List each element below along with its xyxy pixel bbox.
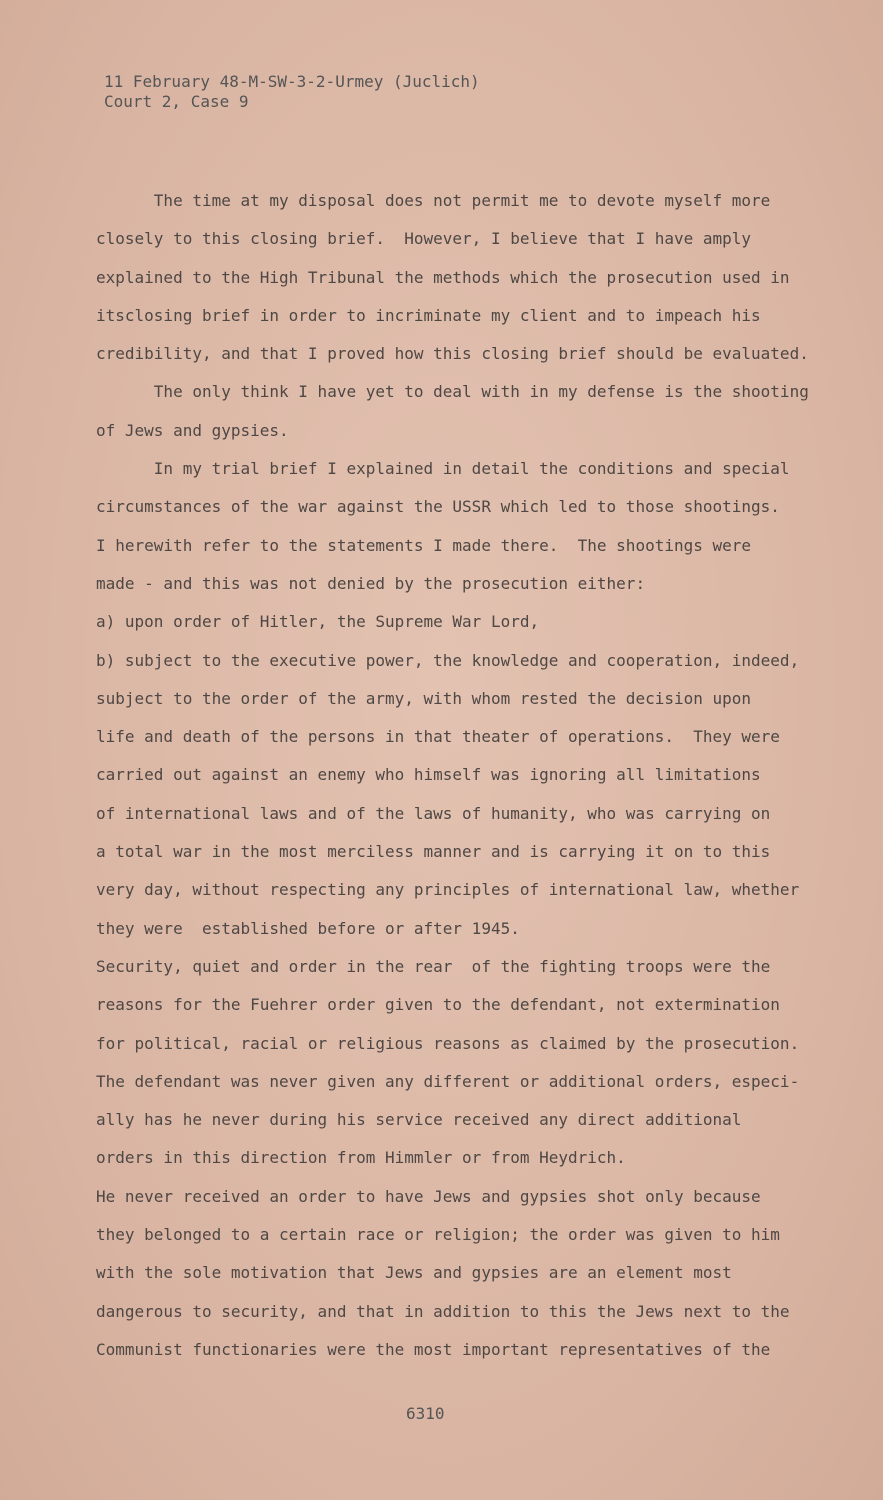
text-line: a total war in the most merciless manner and is carrying it on to this: [96, 842, 771, 862]
text-line: He never received an order to have Jews and gypsies shot only because: [96, 1186, 761, 1206]
text-line: circumstances of the war against the USSR which led to those shootings.: [96, 497, 780, 517]
text-line: a) upon order of Hitler, the Supreme War Lord,: [96, 612, 540, 632]
text-line: of Jews and gypsies.: [96, 420, 289, 440]
text-line: life and death of the persons in that theater of operations. They were: [96, 727, 780, 747]
text-line: Communist functionaries were the most important representatives of the: [96, 1339, 771, 1359]
text-line: they were established before or after 1945.: [96, 918, 520, 938]
text-line: they belonged to a certain race or religion; the order was given to him: [96, 1225, 780, 1245]
text-line: The only think I have yet to deal with in my defense is the shooting: [96, 382, 809, 402]
document-header: [104, 72, 480, 112]
text-line: dangerous to security, and that in addition to this the Jews next to the: [96, 1301, 790, 1321]
text-line: The defendant was never given any different or additional orders, especi-: [96, 1071, 800, 1091]
text-line: subject to the order of the army, with whom rested the decision upon: [96, 688, 752, 708]
text-line: carried out against an enemy who himself was ignoring all limitations: [96, 765, 761, 785]
text-line: made - and this was not denied by the prosecution either:: [96, 573, 646, 593]
page-number: 6310: [406, 1404, 445, 1423]
header-court-line: Court 2, Case 9: [104, 92, 249, 111]
text-line: closely to this closing brief. However, I believe that I have amply: [96, 229, 752, 249]
text-line: for political, racial or religious reasons as claimed by the prosecution.: [96, 1033, 800, 1053]
text-line: explained to the High Tribunal the methods which the prosecution used in: [96, 267, 790, 287]
text-line: Security, quiet and order in the rear of the fighting troops were the: [96, 956, 771, 976]
text-line: In my trial brief I explained in detail the conditions and special: [96, 459, 790, 479]
text-line: I herewith refer to the statements I made there. The shootings were: [96, 535, 752, 555]
text-line: with the sole motivation that Jews and gypsies are an element most: [96, 1263, 732, 1283]
document-body: [96, 182, 836, 1369]
text-line: orders in this direction from Himmler or from Heydrich.: [96, 1148, 626, 1168]
text-line: credibility, and that I proved how this closing brief should be evaluated.: [96, 344, 809, 364]
text-line: very day, without respecting any principles of international law, whether: [96, 880, 800, 900]
text-line: ally has he never during his service received any direct additional: [96, 1110, 742, 1130]
text-line: b) subject to the executive power, the knowledge and cooperation, indeed,: [96, 650, 800, 670]
text-line: The time at my disposal does not permit me to devote myself more: [96, 191, 771, 210]
text-line: of international laws and of the laws of humanity, who was carrying on: [96, 803, 771, 823]
text-line: reasons for the Fuehrer order given to the defendant, not extermination: [96, 995, 780, 1015]
text-line: itsclosing brief in order to incriminate my client and to impeach his: [96, 305, 761, 325]
header-date-line: 11 February 48-M-SW-3-2-Urmey (Juclich): [104, 72, 480, 91]
